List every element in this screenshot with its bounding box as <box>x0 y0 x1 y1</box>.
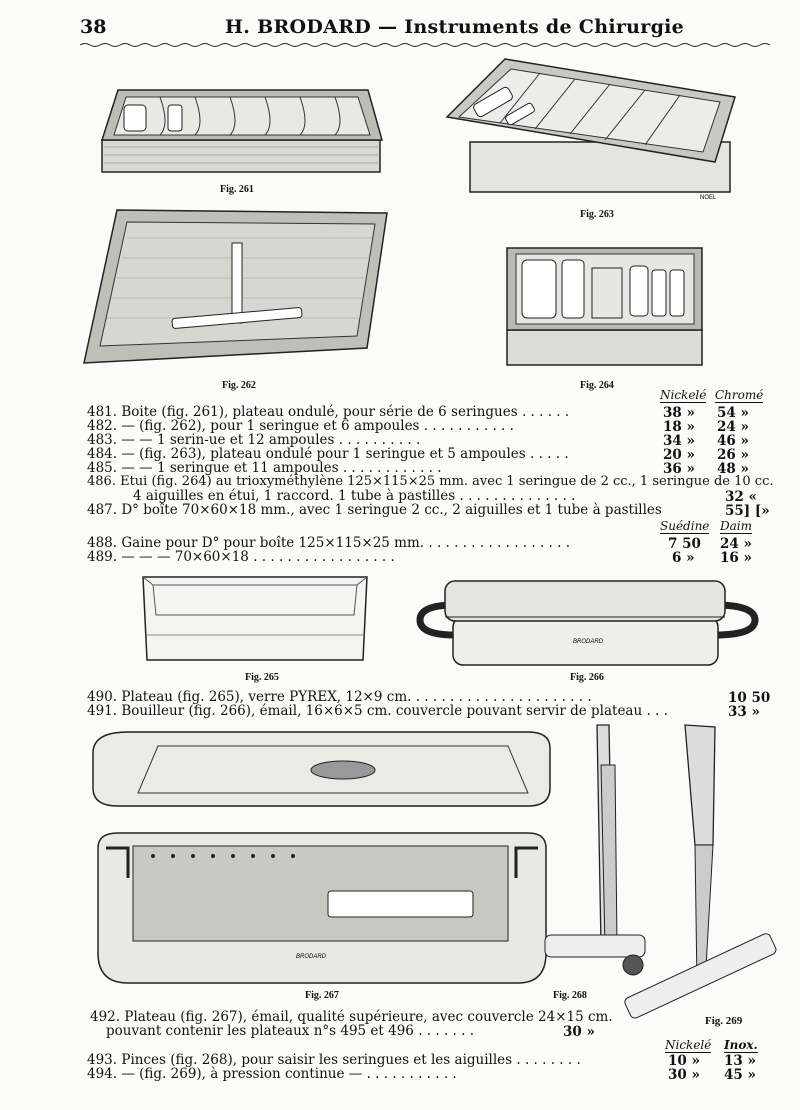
col-head-daim: Daim <box>720 519 752 533</box>
col-head-nickele-2: Nickelé <box>665 1038 712 1052</box>
item-491: 491. Bouilleur (fig. 266), émail, 16×6×5 cm. couvercle pouvant servir de plateau . . . <box>87 703 668 719</box>
col-head-suedine: Suédine <box>660 519 710 533</box>
price-493-inox: 13 » <box>724 1053 756 1069</box>
price-487: 55] [» <box>725 503 770 519</box>
item-489: 489. — — — 70×60×18 . . . . . . . . . . . . . . . . . <box>87 549 395 565</box>
fig-261-illustration <box>100 85 385 180</box>
fig-264-caption: Fig. 264 <box>580 380 614 391</box>
fig-262-caption: Fig. 262 <box>222 380 256 391</box>
price-485-chrome: 48 » <box>717 461 749 477</box>
page-title: H. BRODARD — Instruments de Chirurgie <box>225 16 685 38</box>
fig-268-caption: Fig. 268 <box>553 990 587 1001</box>
item-492: 492. Plateau (fig. 267), émail, qualité supérieure, avec couvercle 24×15 cm. <box>90 1009 613 1025</box>
fig-265-illustration <box>135 575 375 667</box>
price-483-nickele: 34 » <box>663 433 695 449</box>
fig-266-caption: Fig. 266 <box>570 672 604 683</box>
price-492: 30 » <box>563 1024 595 1040</box>
item-482: 482. — (fig. 262), pour 1 seringue et 6 ampoules . . . . . . . . . . . <box>87 418 514 434</box>
item-481: 481. Boite (fig. 261), plateau ondulé, pour série de 6 seringues . . . . . . <box>87 404 570 420</box>
price-488-daim: 24 » <box>720 536 752 552</box>
engraver-mark: NOEL <box>700 195 717 201</box>
price-486: 32 « <box>725 489 757 505</box>
fig-266-illustration <box>415 575 760 675</box>
item-484: 484. — (fig. 263), plateau ondulé pour 1 seringue et 5 ampoules . . . . . <box>87 446 569 462</box>
price-494-inox: 45 » <box>724 1067 756 1083</box>
fig-263-illustration <box>445 57 740 201</box>
item-488: 488. Gaine pour D° pour boîte 125×115×25 mm. . . . . . . . . . . . . . . . . . <box>87 535 570 551</box>
header-rule <box>80 42 770 48</box>
price-491: 33 » <box>728 704 760 720</box>
price-494-nickele: 30 » <box>668 1067 700 1083</box>
price-488-suedine: 7 50 <box>668 536 701 552</box>
fig-267-illustration <box>88 728 558 990</box>
fig-267-caption: Fig. 267 <box>305 990 339 1001</box>
price-485-nickele: 36 » <box>663 461 695 477</box>
fig-262-illustration <box>82 208 397 370</box>
price-483-chrome: 46 » <box>717 433 749 449</box>
item-494: 494. — (fig. 269), à pression continue — . . . . . . . . . . . <box>87 1066 457 1082</box>
price-484-nickele: 20 » <box>663 447 695 463</box>
item-490: 490. Plateau (fig. 265), verre PYREX, 12×9 cm. . . . . . . . . . . . . . . . . . . . . . <box>87 689 592 705</box>
item-492-cont: pouvant contenir les plateaux n°s 495 et 496 . . . . . . . <box>106 1023 474 1039</box>
fig-261-caption: Fig. 261 <box>220 184 254 195</box>
col-head-nickele: Nickelé <box>660 388 707 402</box>
fig-269-caption: Fig. 269 <box>705 1015 743 1027</box>
price-489-suedine: 6 » <box>672 550 695 566</box>
col-head-inox: Inox. <box>724 1038 758 1052</box>
price-484-chrome: 26 » <box>717 447 749 463</box>
price-481-chrome: 54 » <box>717 405 749 421</box>
price-482-chrome: 24 » <box>717 419 749 435</box>
fig-265-caption: Fig. 265 <box>245 672 279 683</box>
col-head-chrome: Chromé <box>715 388 764 402</box>
price-489-daim: 16 » <box>720 550 752 566</box>
fig-269-illustration <box>615 725 785 1025</box>
fig-264-illustration <box>502 240 707 370</box>
fig-263-caption: Fig. 263 <box>580 209 614 220</box>
price-493-nickele: 10 » <box>668 1053 700 1069</box>
page-number: 38 <box>80 16 107 38</box>
price-481-nickele: 38 » <box>663 405 695 421</box>
price-490: 10 50 <box>728 690 771 706</box>
item-493: 493. Pinces (fig. 268), pour saisir les seringues et les aiguilles . . . . . . . . <box>87 1052 581 1068</box>
fig-267-brand: BRODARD <box>296 954 327 960</box>
item-483: 483. — — 1 serin-ue et 12 ampoules . . . . . . . . . . <box>87 432 421 448</box>
item-486-cont: 4 aiguilles en étui, 1 raccord. 1 tube à pastilles . . . . . . . . . . . . . . <box>133 488 576 504</box>
item-485: 485. — — 1 seringue et 11 ampoules . . . . . . . . . . . . <box>87 460 442 476</box>
price-482-nickele: 18 » <box>663 419 695 435</box>
item-487: 487. D° boîte 70×60×18 mm., avec 1 seringue 2 cc., 2 aiguilles et 1 tube à pastilles <box>87 502 662 518</box>
fig-266-brand: BRODARD <box>573 639 604 645</box>
item-486: 486. Etui (fig. 264) au trioxyméthylène 125×115×25 mm. avec 1 seringue de 2 cc., 1 seringue de 10 cc. <box>87 474 774 489</box>
